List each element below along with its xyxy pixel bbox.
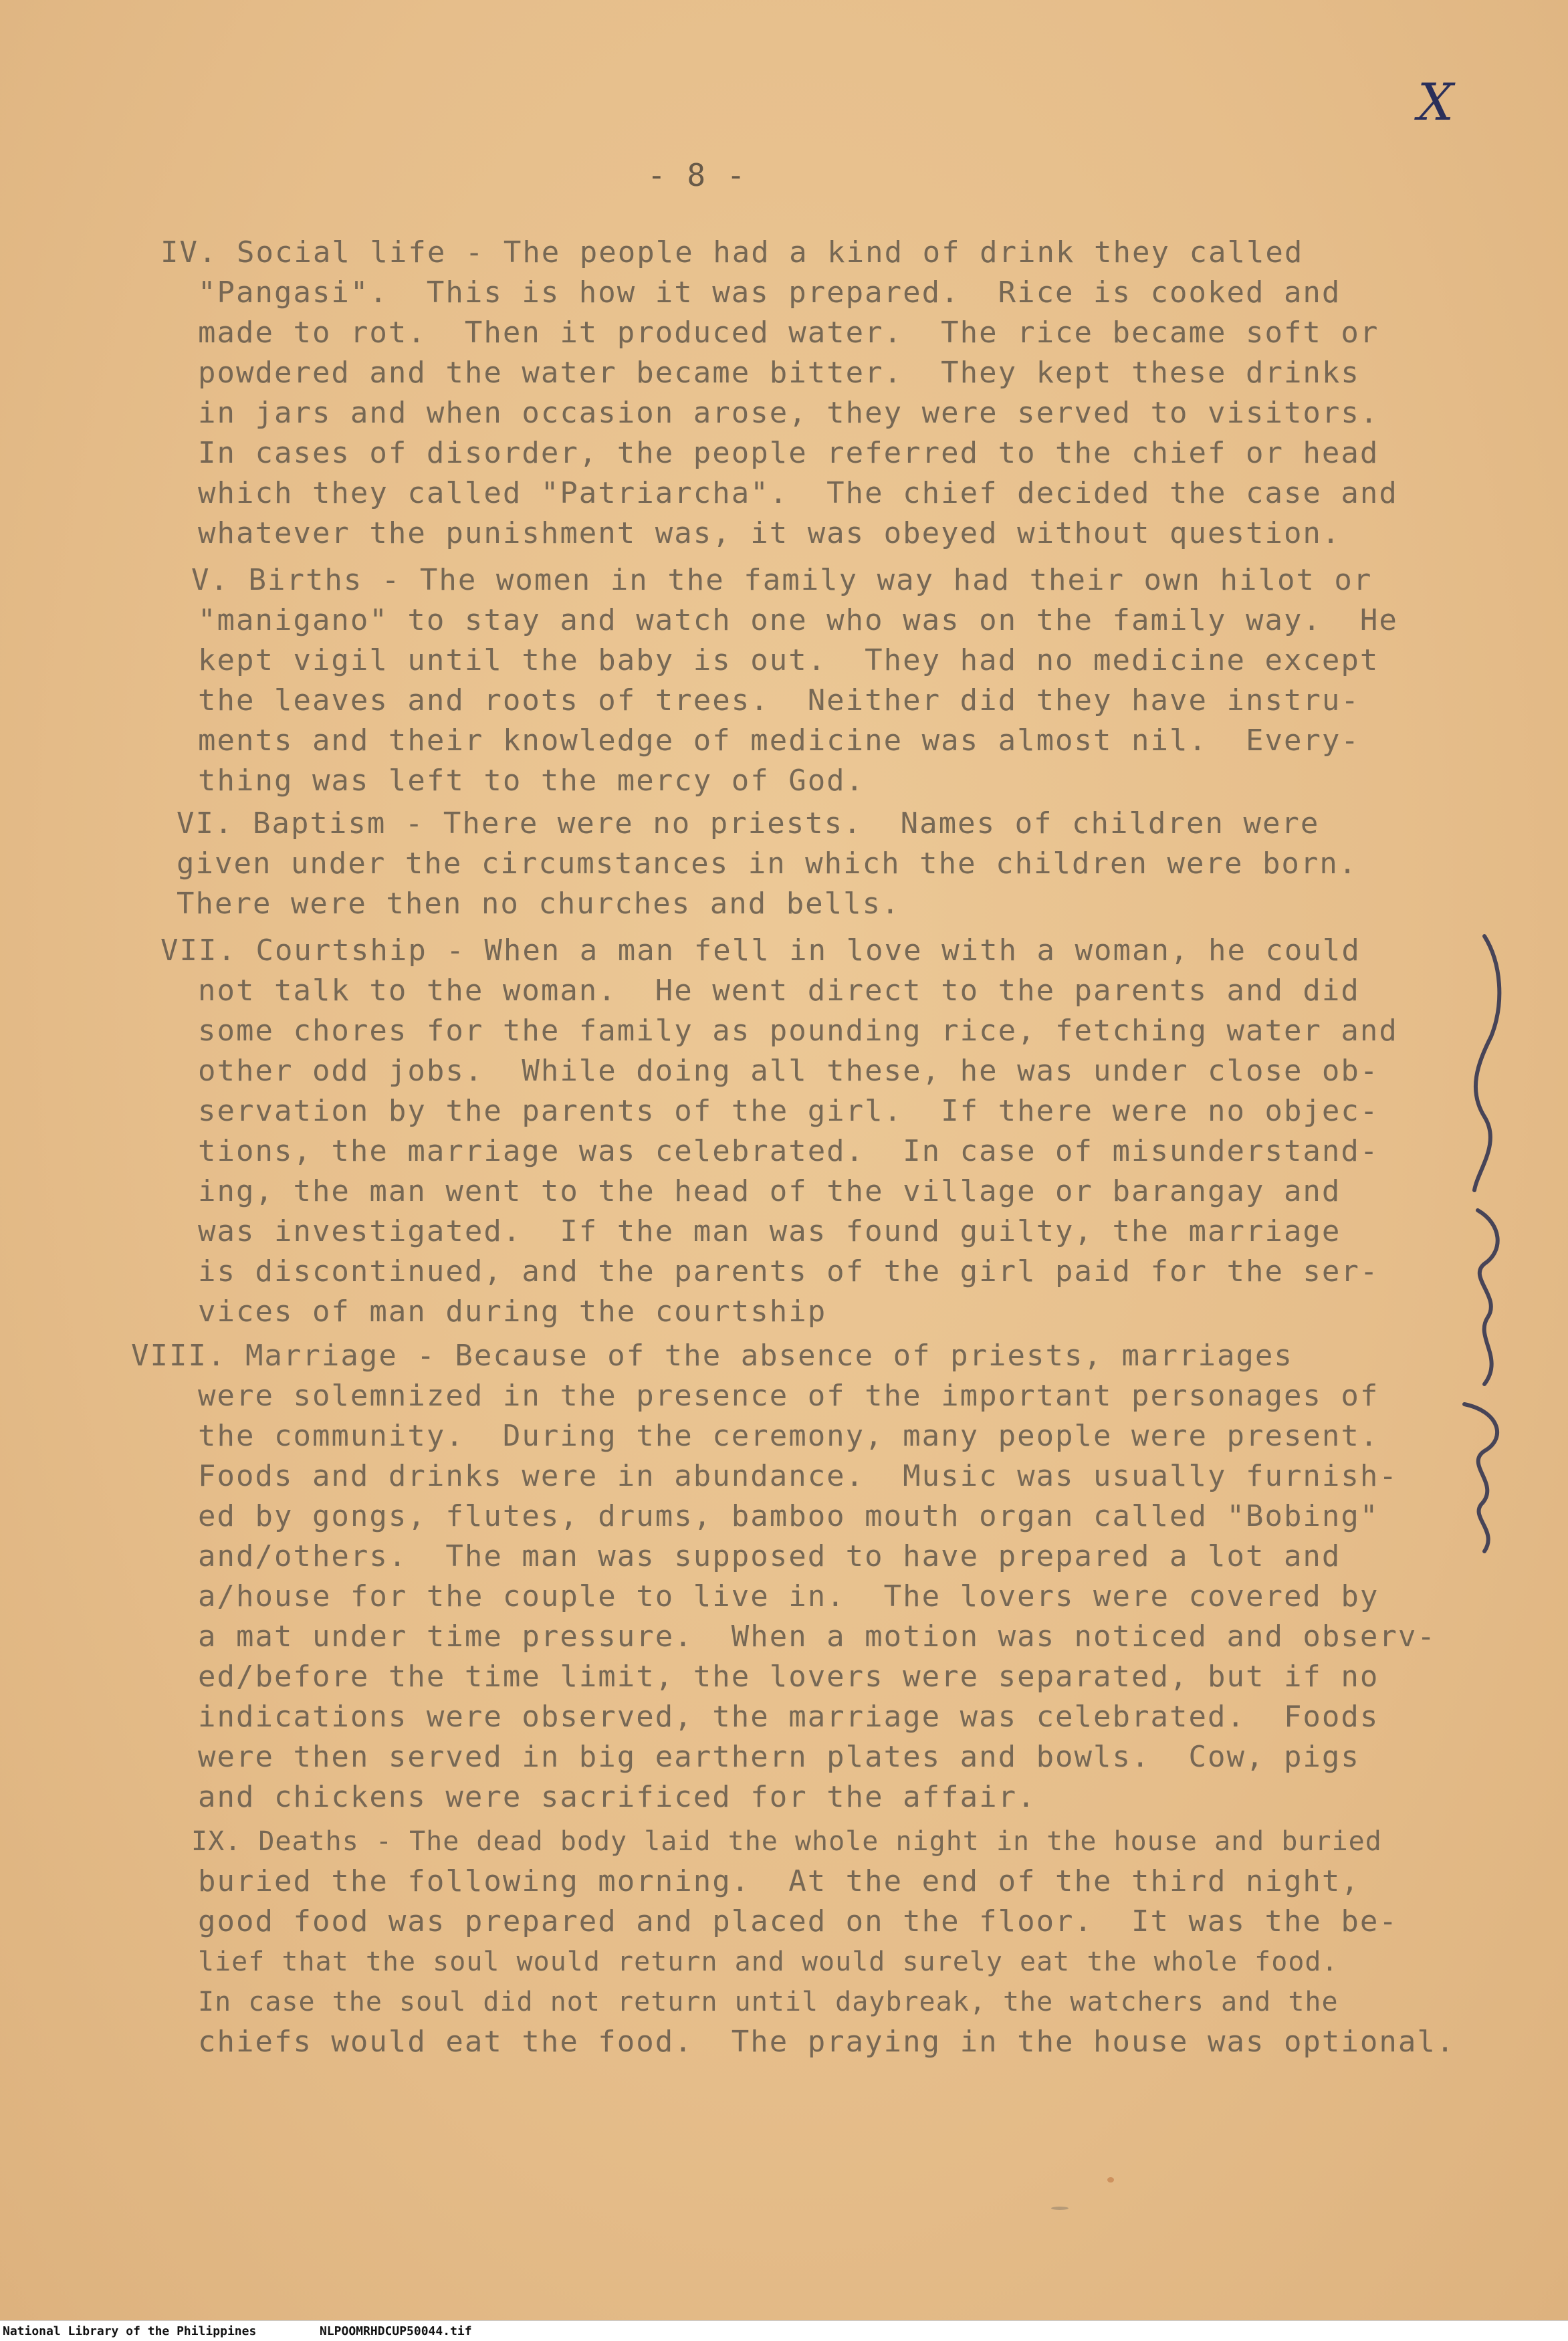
text-line: some chores for the family as pounding rice, fetching water and	[198, 1014, 1398, 1048]
text-line: the community. During the ceremony, many people were present.	[198, 1419, 1379, 1453]
text-line: was investigated. If the man was found guilty, the marriage	[198, 1214, 1341, 1248]
text-line: were solemnized in the presence of the important personages of	[198, 1379, 1379, 1413]
scan-footer	[0, 2320, 1568, 2341]
text-line: a mat under time pressure. When a motion was noticed and observ-	[198, 1620, 1436, 1654]
text-line: In case the soul did not return until daybreak, the watchers and the	[198, 1987, 1339, 2017]
text-line: vices of man during the courtship	[198, 1295, 827, 1329]
text-line: There were then no churches and bells.	[177, 887, 901, 921]
text-line: and/others. The man was supposed to have prepared a lot and	[198, 1539, 1341, 1573]
text-line: In cases of disorder, the people referred to the chief or head	[198, 436, 1379, 470]
text-line: Foods and drinks were in abundance. Music was usually furnish-	[198, 1459, 1398, 1493]
text-line: whatever the punishment was, it was obeyed without question.	[198, 516, 1341, 550]
text-line: given under the circumstances in which the children were born.	[177, 847, 1358, 881]
text-line: VIII. Marriage - Because of the absence of priests, marriages	[131, 1339, 1293, 1373]
text-line: powdered and the water became bitter. They kept these drinks	[198, 356, 1360, 390]
footer-library: National Library of the Philippines	[3, 2324, 257, 2338]
text-line: not talk to the woman. He went direct to the parents and did	[198, 974, 1360, 1008]
corner-mark: X	[1418, 72, 1454, 132]
handwritten-signature	[1438, 923, 1525, 1565]
text-line: thing was left to the mercy of God.	[198, 764, 865, 798]
text-line: ments and their knowledge of medicine was almost nil. Every-	[198, 723, 1360, 758]
text-line: buried the following morning. At the end of the third night,	[198, 1864, 1360, 1898]
text-line: and chickens were sacrificed for the affair.	[198, 1780, 1036, 1814]
text-line: other odd jobs. While doing all these, he was under close ob-	[198, 1054, 1379, 1088]
text-line: good food was prepared and placed on the floor. It was the be-	[198, 1904, 1398, 1938]
text-line: the leaves and roots of trees. Neither did they have instru-	[198, 683, 1360, 717]
footer-filename: NLPOOMRHDCUP50044.tif	[320, 2324, 472, 2338]
text-line: chiefs would eat the food. The praying in the house was optional.	[198, 2025, 1456, 2059]
text-line: kept vigil until the baby is out. They had no medicine except	[198, 643, 1379, 677]
text-line: V. Births - The women in the family way had their own hilot or	[191, 563, 1373, 597]
text-line: which they called "Patriarcha". The chief decided the case and	[198, 476, 1398, 510]
text-line: VI. Baptism - There were no priests. Names of children were	[177, 806, 1320, 841]
text-line: is discontinued, and the parents of the girl paid for the ser-	[198, 1254, 1379, 1289]
text-line: servation by the parents of the girl. If there were no objec-	[198, 1094, 1379, 1128]
text-line: ed/before the time limit, the lovers were separated, but if no	[198, 1660, 1379, 1694]
page-number: - 8 -	[647, 157, 747, 193]
text-line: lief that the soul would return and would surely eat the whole food.	[198, 1946, 1339, 1977]
text-line: ed by gongs, flutes, drums, bamboo mouth organ called "Bobing"	[198, 1499, 1379, 1533]
text-line: in jars and when occasion arose, they were served to visitors.	[198, 396, 1379, 430]
text-line: indications were observed, the marriage was celebrated. Foods	[198, 1700, 1379, 1734]
stain-mark	[1051, 2207, 1069, 2210]
text-line: VII. Courtship - When a man fell in love with a woman, he could	[160, 933, 1361, 968]
text-line: IV. Social life - The people had a kind of drink they called	[160, 235, 1304, 269]
text-line: made to rot. Then it produced water. The rice became soft or	[198, 316, 1379, 350]
stain-mark	[1107, 2177, 1114, 2183]
text-line: tions, the marriage was celebrated. In case of misunderstand-	[198, 1134, 1379, 1168]
text-line: a/house for the couple to live in. The lovers were covered by	[198, 1579, 1379, 1613]
text-line: ing, the man went to the head of the village or barangay and	[198, 1174, 1341, 1208]
text-line: IX. Deaths - The dead body laid the whole night in the house and buried	[191, 1826, 1382, 1857]
text-line: "manigano" to stay and watch one who was on the family way. He	[198, 603, 1398, 637]
text-line: were then served in big earthern plates and bowls. Cow, pigs	[198, 1740, 1360, 1774]
text-line: "Pangasi". This is how it was prepared. Rice is cooked and	[198, 275, 1341, 310]
